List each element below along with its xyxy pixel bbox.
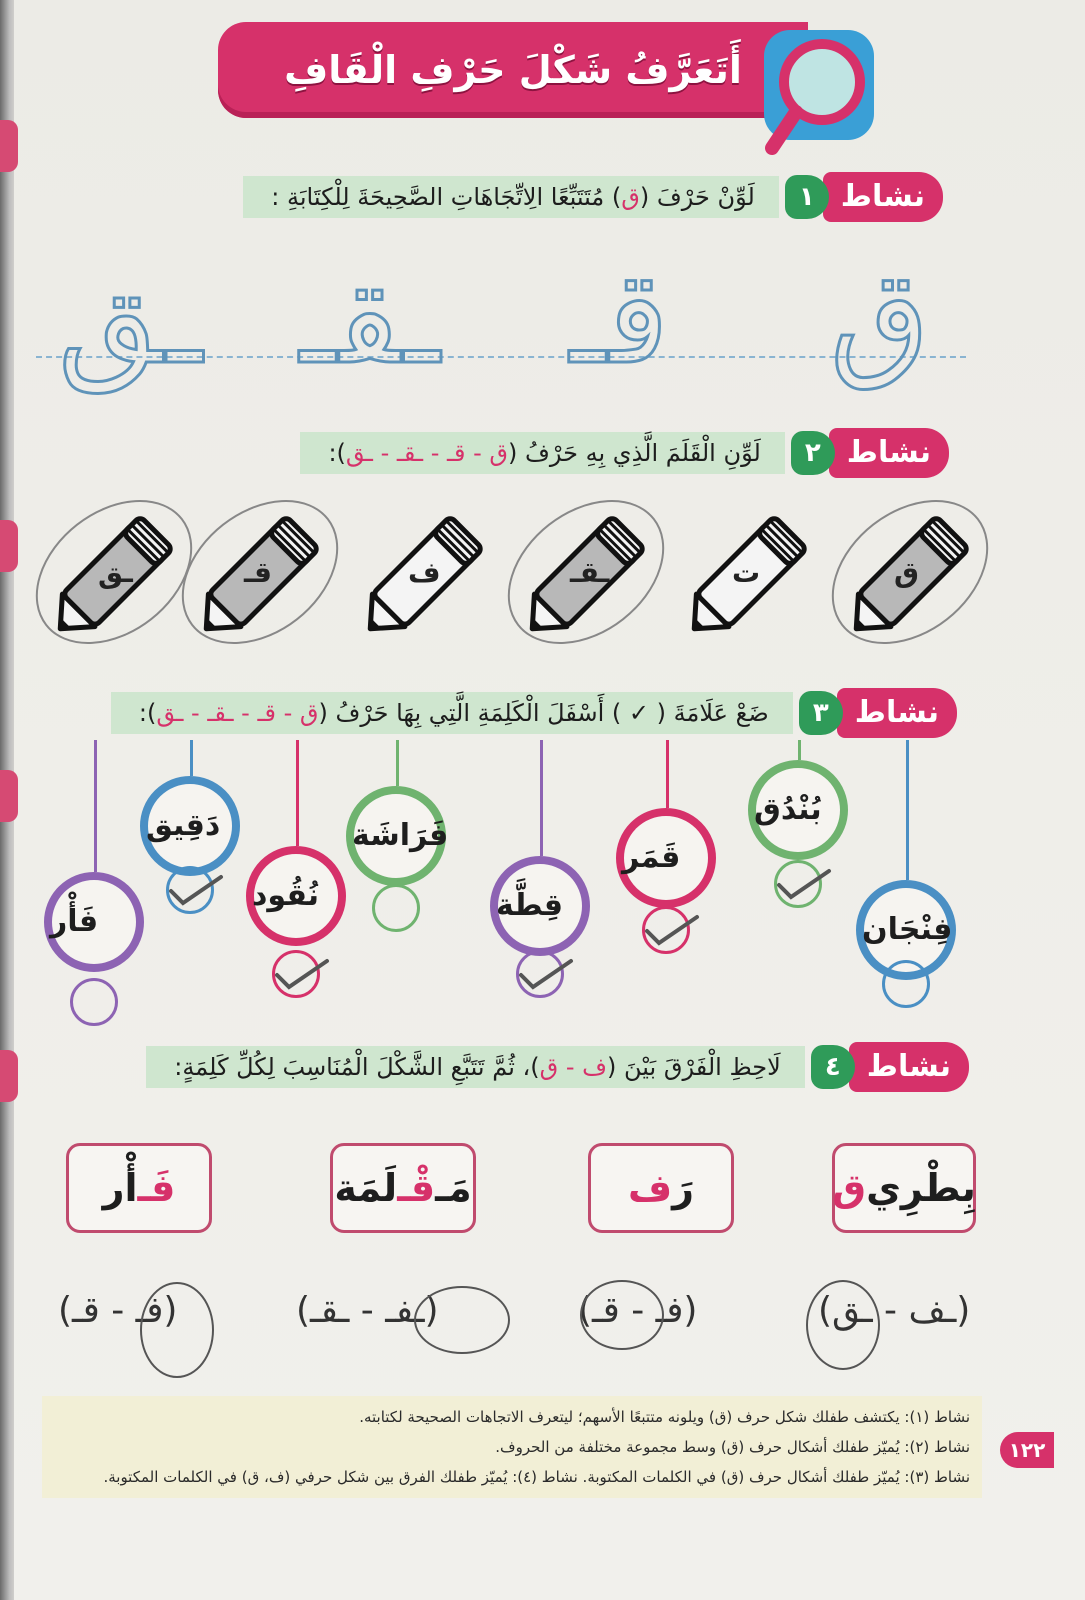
letter-form-medial: ـقـ <box>300 244 440 393</box>
activity-instruction: لَوِّنْ حَرْفَ (ق) مُتَتَبِّعًا الِاتِّجَاهَاتِ الصَّحِيحَةَ لِلْكِتَابَةِ : <box>243 176 779 218</box>
hanging-word: نُقُود <box>252 878 320 913</box>
side-tab <box>0 770 18 822</box>
hanging-word: قِطَّة <box>496 888 564 923</box>
hanging-string <box>94 740 97 872</box>
activity-instruction: لَاحِظِ الْفَرْقَ بَيْنَ (ف - ق)، ثُمَّ تَتَبَّعِ الشَّكْلَ الْمُنَاسِبَ لِكُلِّ كَلِمَةٍ: <box>146 1046 804 1088</box>
pencil-letter: ف <box>408 556 441 589</box>
pencil-letter: ـقـ <box>570 556 610 589</box>
note-line: نشاط (٢): يُميّز طفلك أشكال حرف (ق) وسط مجموعة مختلفة من الحروف. <box>495 1438 970 1456</box>
letter-form-final: ـق <box>58 244 203 393</box>
side-tab <box>0 520 18 572</box>
pencil[interactable] <box>180 490 340 660</box>
check-circle[interactable] <box>372 884 420 932</box>
activity-number: ٢ <box>791 431 835 475</box>
check-mark-icon <box>271 955 331 995</box>
activity-number: ١ <box>785 175 829 219</box>
activity-label: نشاط <box>849 1042 969 1092</box>
activity-label: نشاط <box>829 428 949 478</box>
letter-choice[interactable]: (فـ - قـ) <box>578 1290 698 1331</box>
activity-instruction: ضَعْ عَلَامَةَ ( ✓ ) أَسْفَلَ الْكَلِمَةِ الَّتِي بِهَا حَرْفُ (ق - قـ - ـقـ - ـق): <box>111 692 793 734</box>
note-line: نشاط (٣): يُميّز طفلك أشكال حرف (ق) في الكلمات المكتوبة. نشاط (٤): يُميّز طفلك الفرق بين شكل حرفي (ف، ق) في الكلمات المكتوبة. <box>103 1468 970 1486</box>
letter-choice[interactable]: (فـ - قـ) <box>58 1290 178 1331</box>
activity-2-header <box>300 428 949 478</box>
activity-number: ٤ <box>811 1045 855 1089</box>
activity-label: نشاط <box>823 172 943 222</box>
parent-notes <box>42 1396 982 1498</box>
word-box: مَـ قْـ لَمَة <box>330 1143 476 1233</box>
hanging-word: دَقِيق <box>146 808 221 843</box>
pencil[interactable] <box>34 490 194 660</box>
letter-choice[interactable]: (ـف - ـق) <box>818 1290 971 1331</box>
magnifier-icon <box>750 20 890 160</box>
page-number: ١٢٢ <box>1000 1432 1054 1468</box>
page-title: أَتَعَرَّفُ شَكْلَ حَرْفِ الْقَافِ <box>284 48 742 92</box>
pencil[interactable] <box>506 490 666 660</box>
check-mark-icon <box>773 865 833 905</box>
check-circle[interactable] <box>774 860 822 908</box>
trace-circle <box>806 1280 880 1370</box>
activity-3-header <box>111 688 957 738</box>
check-circle[interactable] <box>70 978 118 1026</box>
hanging-word: فِنْجَان <box>862 912 953 947</box>
activity-4-header <box>146 1042 969 1092</box>
check-circle[interactable] <box>166 866 214 914</box>
letter-choice[interactable]: (ـفـ - ـقـ) <box>296 1290 439 1331</box>
pencil[interactable] <box>668 490 828 660</box>
activity-1-header <box>243 172 943 222</box>
check-mark-icon <box>165 871 225 911</box>
hanging-string <box>540 740 543 856</box>
word-box: بِطْرِي ق <box>832 1143 976 1233</box>
trace-circle <box>414 1286 510 1354</box>
pencil[interactable] <box>830 490 990 660</box>
hanging-string <box>396 740 399 786</box>
word-box: فَـ أْر <box>66 1143 212 1233</box>
activity-label: نشاط <box>837 688 957 738</box>
side-tab <box>0 120 18 172</box>
check-circle[interactable] <box>642 906 690 954</box>
hanging-string <box>906 740 909 880</box>
letter-form-isolated: ق <box>830 244 930 393</box>
hanging-word: فَرَاشَة <box>352 818 449 853</box>
hanging-string <box>666 740 669 808</box>
note-line: نشاط (١): يكتشف طفلك شكل حرف (ق) ويلونه متتبعًا الأسهم؛ ليتعرف الاتجاهات الصحيحة لكتابته. <box>359 1408 970 1426</box>
pencil-letter: ـق <box>98 556 133 589</box>
pencil[interactable] <box>344 490 504 660</box>
trace-circle <box>140 1282 214 1378</box>
word-box: رَ ف <box>588 1143 734 1233</box>
hanging-string <box>296 740 299 846</box>
activity-number: ٣ <box>799 691 843 735</box>
pencil-letter: قـ <box>244 556 272 589</box>
trace-circle <box>580 1280 664 1350</box>
check-circle[interactable] <box>516 950 564 998</box>
side-tab <box>0 1050 18 1102</box>
hanging-string <box>190 740 193 776</box>
activity-instruction: لَوِّنِ الْقَلَمَ الَّذِي بِهِ حَرْفُ (ق - قـ - ـقـ - ـق): <box>300 432 784 474</box>
check-circle[interactable] <box>882 960 930 1008</box>
check-circle[interactable] <box>272 950 320 998</box>
hanging-word: فَأْر <box>50 904 99 939</box>
check-mark-icon <box>641 911 701 951</box>
pencil-letter: ق <box>894 556 920 589</box>
pencil-letter: ت <box>732 556 761 589</box>
title-banner <box>218 22 808 118</box>
hanging-string <box>798 740 801 760</box>
letter-form-initial: قـ <box>570 244 669 393</box>
hanging-word: قَمَر <box>622 840 681 875</box>
check-mark-icon <box>515 955 575 995</box>
hanging-word: بُنْدُق <box>754 792 822 827</box>
